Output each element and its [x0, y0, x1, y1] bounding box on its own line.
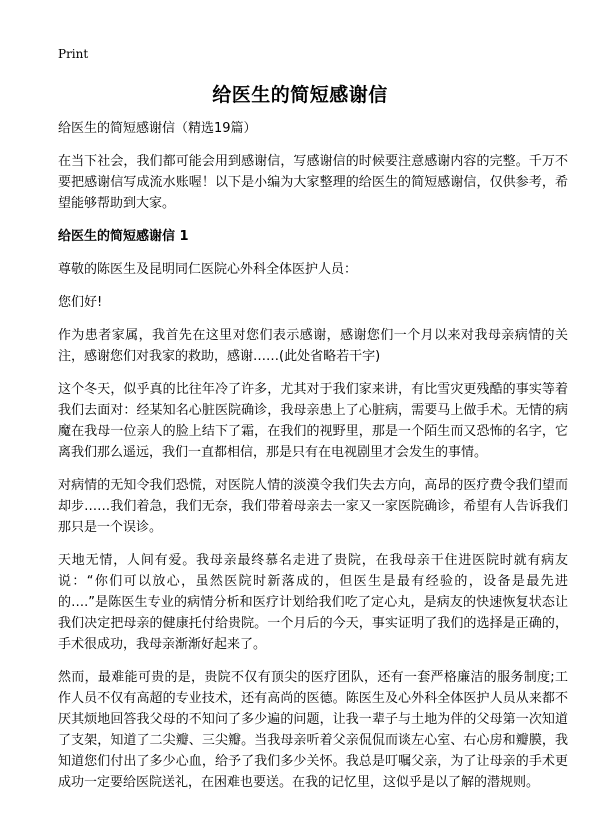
- document-subtitle: 给医生的简短感谢信（精选19篇）: [58, 121, 257, 136]
- section-heading: 给医生的简短感谢信 1: [58, 229, 189, 244]
- print-link[interactable]: Print: [58, 47, 89, 61]
- document-body: [58, 118, 568, 805]
- greeting: 您们好!: [58, 295, 103, 310]
- body-paragraph: 然而，最难能可贵的是，贵院不仅有顶尖的医疗团队，还有一套严格廉洁的服务制度;工作人员不仅有高超的专业技术，还有高尚的医德。陈医生及心外科全体医护人员从来都不厌其烦地回答我父母的不知问了多少遍的问题，让我一辈子与土地为伴的父母第一次知道了支架，知道了二尖瓣、三尖瓣。当我母亲听着父亲侃侃而谈左心室、右心房和瓣膜，我知道您们付出了多少心血，给予了我们多少关怀。我总是叮嘱父亲，为了让母亲的手术更成功一定要给医院送礼，在困难也要送。在我的记忆里，这似乎是以了解的潜规则。: [58, 670, 568, 790]
- intro-paragraph: 在当下社会，我们都可能会用到感谢信，写感谢信的时候要注意感谢内容的完整。千万不要把感谢信写成流水账喔！以下是小编为大家整理的给医生的简短感谢信，仅供参考，希望能够帮助到大家。: [58, 154, 568, 211]
- page-title: 给医生的简短感谢信: [212, 84, 388, 106]
- body-paragraph: 作为患者家属，我首先在这里对您们表示感谢，感谢您们一个月以来对我母亲病情的关注，感谢您们对我家的救助，感谢……(此处省略若干字): [58, 328, 568, 364]
- salutation: 尊敬的陈医生及昆明同仁医院心外科全体医护人员：: [58, 262, 358, 277]
- body-paragraph: 天地无情，人间有爱。我母亲最终慕名走进了贵院，在我母亲干住进医院时就有病友说：“你们可以放心，虽然医院时新落成的，但医生是最有经验的，设备是最先进的….”是陈医生专业的病情分析和医疗计划给我们吃了定心丸，是病友的快速恢复状态让我们决定把母亲的健康托付给贵院。一个月后的今天，事实证明了我们的选择是正确的，手术很成功，我母亲渐渐好起来了。: [58, 553, 568, 652]
- body-paragraph: 对病情的无知令我们恐慌，对医院人情的淡漠令我们失去方向，高昂的医疗费令我们望而却步……我们着急，我们无奈，我们带着母亲去一家又一家医院确诊，希望有人告诉我们那只是一个误诊。: [58, 478, 568, 535]
- body-paragraph: 这个冬天，似乎真的比往年冷了许多，尤其对于我们家来讲，有比雪灾更残酷的事实等着我们去面对：经某知名心脏医院确诊，我母亲患上了心脏病，需要马上做手术。无情的病魔在我母一位亲人的脸上结下了霜，在我们的视野里，那是一个陌生而又恐怖的名字，它离我们那么遥远，我们一直都相信，那是只有在电视剧里才会发生的事情。: [58, 382, 568, 460]
